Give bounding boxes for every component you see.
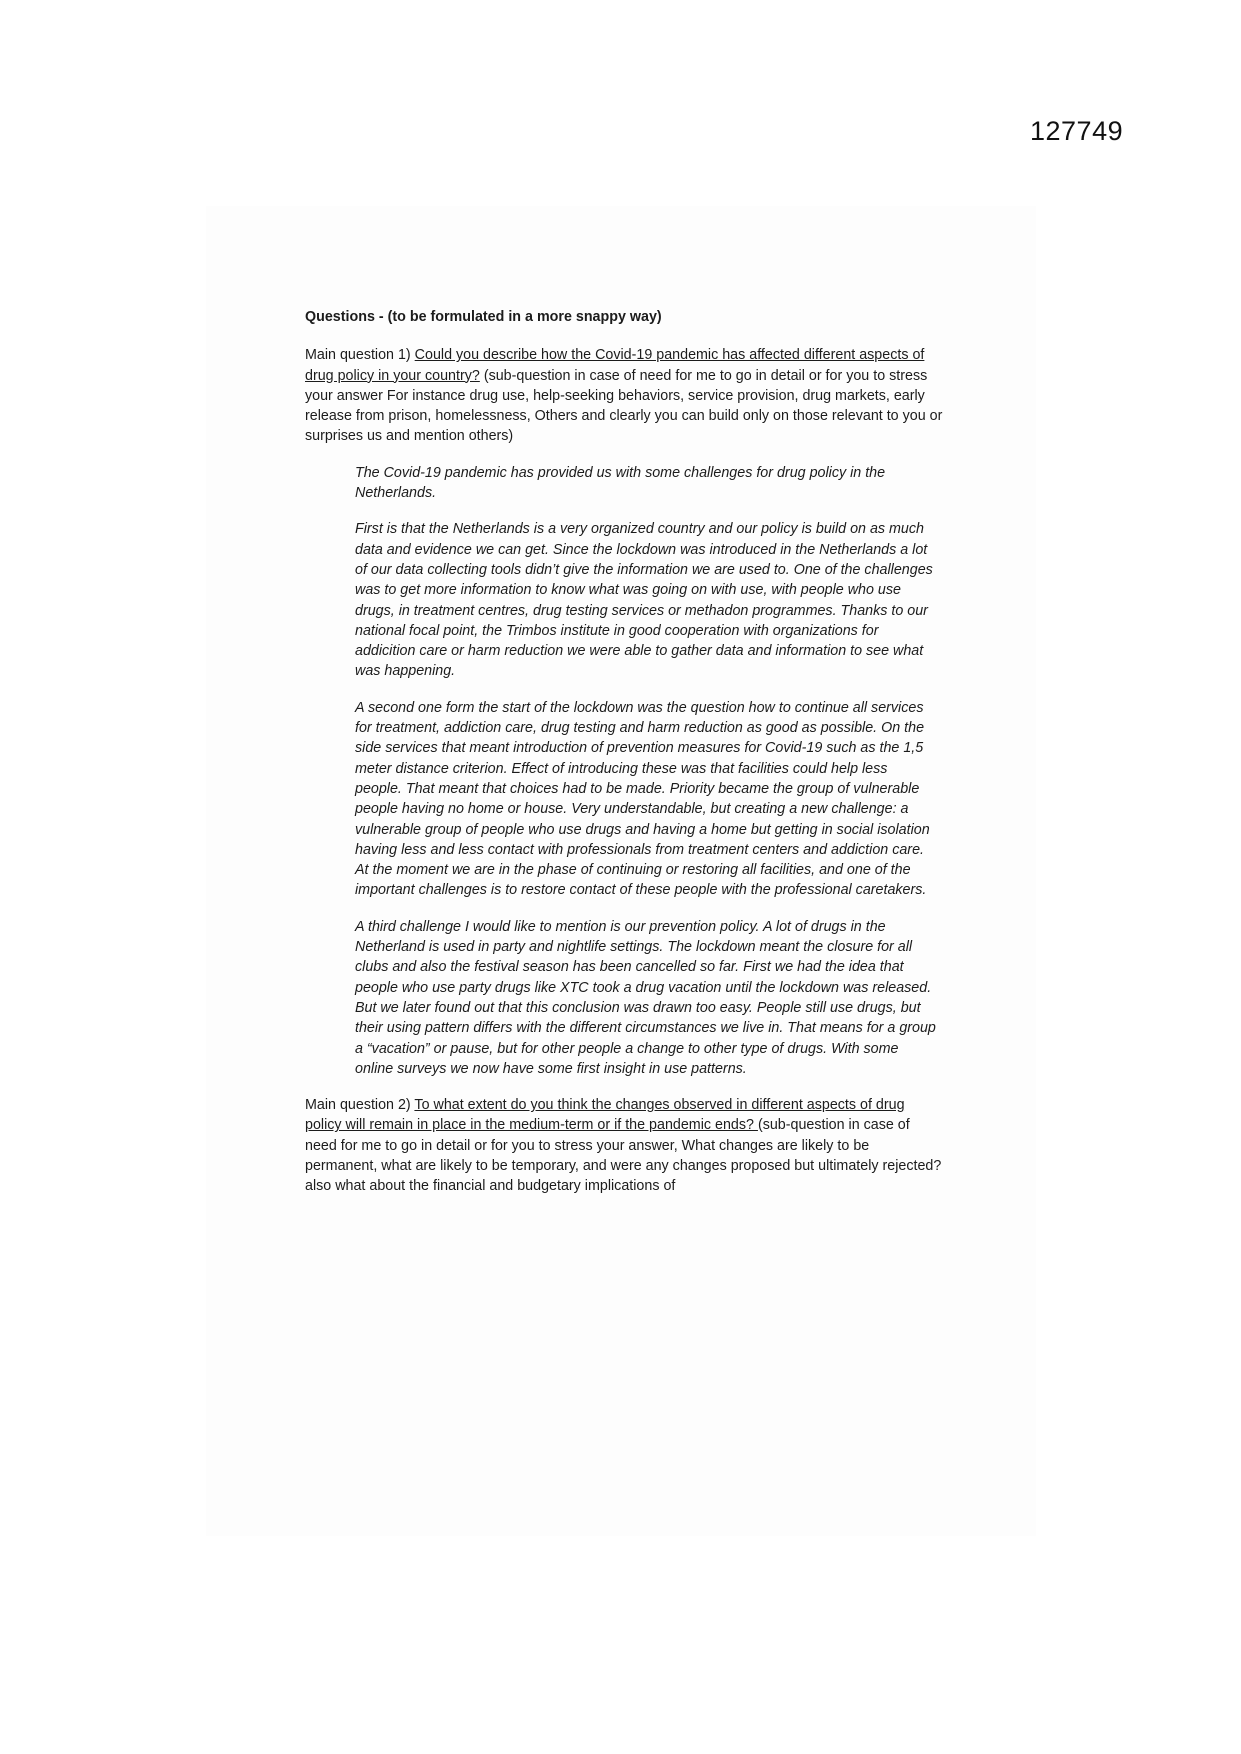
answer-1-paragraph: A third challenge I would like to mention is our prevention policy. A lot of drugs in the Netherland is used in party and nightlife settings. The lockdown meant the closure for all clubs and also the festival season has been cancelled so far. First we had the idea that people who use party drugs like XTC took a drug vacation until the lockdown was released. But we later found out that this conclusion was drawn too easy. People still use drugs, but their using pattern differs with the different circumstances we live in. That means for a group a “vacation” or pause, but for other people a change to other type of drugs. With some online surveys we now have some first insight in use patterns. [355, 918, 936, 1077]
question-1-underlined: Could you describe how the Covid-19 pandemic has affected different aspects of drug policy in your country? [305, 347, 925, 384]
main-question-1 [305, 345, 945, 446]
document-body [305, 307, 945, 1213]
answer-1-paragraph: First is that the Netherlands is a very organized country and our policy is build on as much data and evidence we can get. Since the lockdown was introduced in the Netherlands a lot of our data collecting tools didn’t give the information we are used to. One of the challenges was to get more information to know what was going on with use, with people who use drugs, in treatment centres, drug testing services or methadon programmes. Thanks to our national focal point, the Trimbos institute in good cooperation with organizations for addicition care or harm reduction we were able to gather data and information to see what was happening. [355, 521, 933, 680]
main-question-2 [305, 1095, 945, 1196]
questions-heading: Questions - (to be formulated in a more snappy way) [305, 309, 662, 325]
answer-1-paragraph: A second one form the start of the lockdown was the question how to continue all services for treatment, addiction care, drug testing and harm reduction as good as possible. On the side services that meant introduction of prevention measures for Covid-19 such as the 1,5 meter distance criterion. Effect of introducing these was that facilities could help less people. That meant that choices had to be made. Priority became the group of vulnerable people having no home or house. Very understandable, but creating a new challenge: a vulnerable group of people who use drugs and having a home but getting in social isolation having less and less contact with professionals from treatment centers and addiction care. At the moment we are in the phase of continuing or restoring all facilities, and one of the important challenges is to restore contact of these people with the professional caretakers. [355, 699, 930, 899]
answer-1 [355, 463, 937, 1079]
question-1-subquestion: (sub-question in case of need for me to go in detail or for you to stress your answer For instance drug use, help-seeking behaviors, service provision, drug markets, early release from prison, homelessness, Others and clearly you can build only on those relevant to you or surprises us and mention others) [305, 367, 943, 445]
question-2-subquestion: (sub-question in case of need for me to go in detail or for you to stress your answer, What changes are likely to be permanent, what are likely to be temporary, and were any changes proposed but ultimately rejected? also what about the financial and budgetary implications of [305, 1117, 942, 1195]
question-1-prefix: Main question 1) [305, 347, 415, 364]
answer-1-paragraph: The Covid-19 pandemic has provided us with some challenges for drug policy in the Netherlands. [355, 464, 886, 502]
document-number: 127749 [1030, 116, 1124, 146]
question-2-prefix: Main question 2) [305, 1097, 415, 1114]
question-2-underlined: To what extent do you think the changes observed in different aspects of drug policy will remain in place in the medium-term or if the pandemic ends? [305, 1097, 905, 1134]
